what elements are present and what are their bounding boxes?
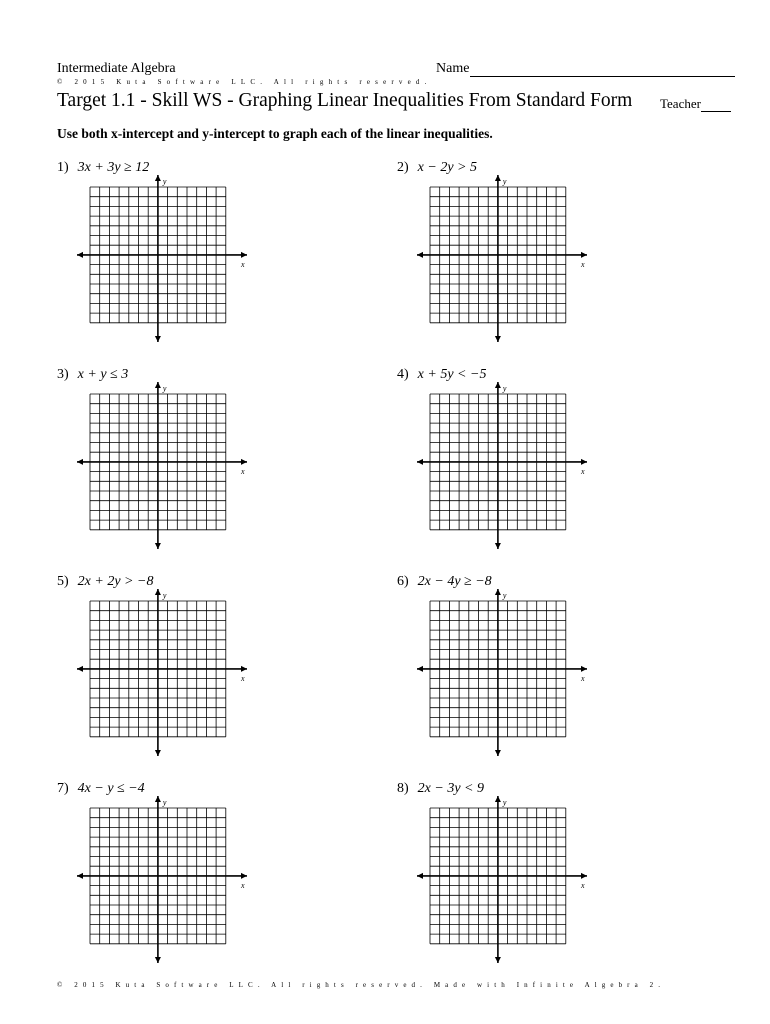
arrow-down-icon [495,336,501,342]
copyright-bottom: © 2015 Kuta Software LLC. All rights reserved. Made with Infinite Algebra 2. [57,981,666,989]
problem-number: 4) [397,367,409,382]
coordinate-grid[interactable] [417,371,587,549]
arrow-right-icon [581,873,587,879]
arrow-up-icon [495,175,501,181]
coordinate-grid[interactable] [417,578,587,756]
name-label: Name [436,61,470,76]
y-axis-label: y [502,177,507,186]
arrow-right-icon [241,252,247,258]
teacher-field[interactable] [660,96,731,112]
x-axis-label: x [581,466,585,476]
x-axis-label: x [581,880,585,890]
y-axis-label: y [162,591,167,600]
arrow-left-icon [77,459,83,465]
arrow-up-icon [155,382,161,388]
copyright-top: © 2015 Kuta Software LLC. All rights reserved. [57,78,432,86]
problem-inequality: x − 2y > 5 [417,160,477,175]
arrow-right-icon [241,666,247,672]
problem-inequality: x + y ≤ 3 [77,367,129,382]
problem-inequality: x + 5y < −5 [417,367,487,382]
problem-5 [57,574,257,774]
problem-2 [397,160,597,360]
x-axis-label: x [241,673,245,683]
x-axis-label: x [241,880,245,890]
instructions: Use both x-intercept and y-intercept to graph each of the linear inequalities. [57,126,493,141]
coordinate-grid[interactable] [77,785,247,963]
coordinate-grid[interactable] [417,785,587,963]
coordinate-grid[interactable] [417,164,587,342]
problem-number: 3) [57,367,69,382]
arrow-up-icon [495,382,501,388]
arrow-down-icon [155,336,161,342]
arrow-left-icon [417,666,423,672]
problem-number: 2) [397,160,409,175]
problem-inequality: 3x + 3y ≥ 12 [77,160,150,175]
arrow-up-icon [495,796,501,802]
arrow-down-icon [495,957,501,963]
problem-4 [397,367,597,567]
problem-inequality: 2x + 2y > −8 [77,574,154,589]
problem-number: 6) [397,574,409,589]
arrow-left-icon [77,873,83,879]
problem-inequality: 2x − 4y ≥ −8 [417,574,492,589]
course-title: Intermediate Algebra [57,61,176,76]
arrow-down-icon [155,750,161,756]
teacher-line[interactable] [701,99,731,112]
worksheet-title: Target 1.1 - Skill WS - Graphing Linear Inequalities From Standard Form [57,90,633,111]
arrow-down-icon [155,957,161,963]
arrow-down-icon [495,750,501,756]
arrow-left-icon [417,459,423,465]
y-axis-label: y [502,798,507,807]
name-field[interactable] [436,61,735,77]
arrow-up-icon [155,589,161,595]
y-axis-label: y [162,177,167,186]
arrow-right-icon [241,873,247,879]
x-axis-label: x [581,259,585,269]
coordinate-grid[interactable] [77,578,247,756]
arrow-left-icon [417,873,423,879]
problem-inequality: 4x − y ≤ −4 [77,781,145,796]
arrow-left-icon [417,252,423,258]
y-axis-label: y [502,384,507,393]
arrow-up-icon [155,175,161,181]
arrow-right-icon [581,666,587,672]
x-axis-label: x [581,673,585,683]
arrow-left-icon [77,666,83,672]
problem-number: 1) [57,160,69,175]
arrow-up-icon [495,589,501,595]
arrow-down-icon [155,543,161,549]
arrow-right-icon [581,252,587,258]
x-axis-label: x [241,466,245,476]
arrow-right-icon [581,459,587,465]
problem-number: 5) [57,574,69,589]
arrow-down-icon [495,543,501,549]
coordinate-grid[interactable] [77,371,247,549]
teacher-label: Teacher [660,96,701,111]
problem-8 [397,781,597,981]
x-axis-label: x [241,259,245,269]
arrow-left-icon [77,252,83,258]
problem-3 [57,367,257,567]
problem-6 [397,574,597,774]
name-line[interactable] [470,63,735,77]
problem-number: 8) [397,781,409,796]
arrow-up-icon [155,796,161,802]
coordinate-grid[interactable] [77,164,247,342]
problem-inequality: 2x − 3y < 9 [417,781,484,796]
problem-number: 7) [57,781,69,796]
y-axis-label: y [162,798,167,807]
problem-1 [57,160,257,360]
y-axis-label: y [162,384,167,393]
problem-7 [57,781,257,981]
arrow-right-icon [241,459,247,465]
y-axis-label: y [502,591,507,600]
